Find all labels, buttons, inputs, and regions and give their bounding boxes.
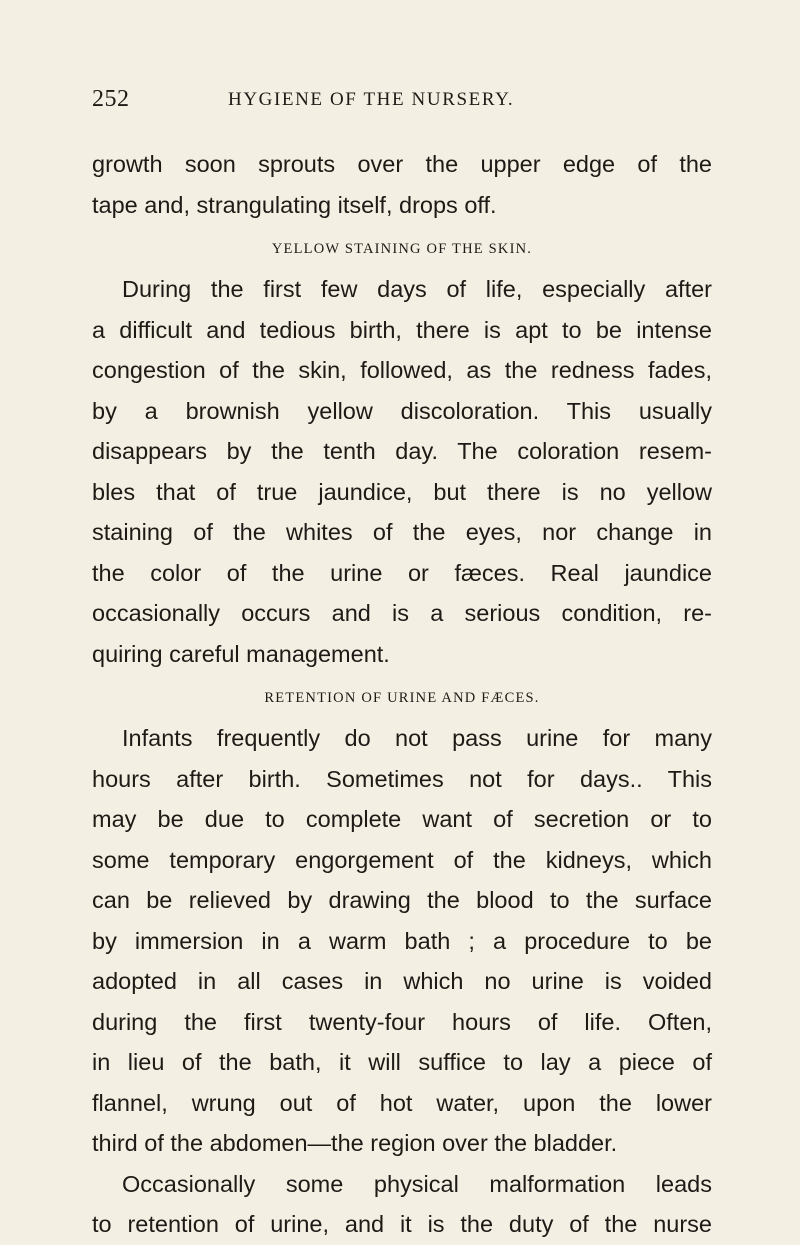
text-line: the color of the urine or fæces. Real jaundice — [92, 559, 712, 586]
text-line: during the first twenty-four hours of life. Often, — [92, 1008, 712, 1035]
text-line: During the first few days of life, especially after — [122, 276, 712, 302]
body-text — [92, 144, 712, 1245]
text-line: growth soon sprouts over the upper edge of the — [92, 151, 712, 177]
text-line: third of the abdomen—the region over the bladder. — [92, 1130, 618, 1156]
text-line: in lieu of the bath, it will suffice to lay a piece of — [92, 1049, 712, 1075]
text-line: Occasionally some physical malformation leads — [122, 1170, 712, 1197]
text-line: by a brownish yellow discoloration. This usually — [92, 397, 712, 424]
text-line: Infants frequently do not pass urine for many — [122, 725, 712, 751]
text-line: congestion of the skin, followed, as the redness fades, — [92, 357, 712, 383]
text-line: quiring careful management. — [92, 640, 390, 667]
running-title: HYGIENE OF THE NURSERY. — [228, 89, 515, 110]
text-line: disappears by the tenth day. The coloration resem- — [92, 438, 712, 464]
text-line: hours after birth. Sometimes not for days.. This — [92, 765, 712, 792]
paragraph — [92, 144, 712, 225]
text-line: occasionally occurs and is a serious condition, re- — [92, 600, 712, 626]
text-line: to retention of urine, and it is the duty of the nurse — [92, 1211, 712, 1237]
section-heading: YELLOW STAINING OF THE SKIN. — [271, 241, 533, 257]
paragraph — [92, 718, 712, 1164]
text-line: adopted in all cases in which no urine is voided — [92, 968, 712, 994]
paragraph — [92, 269, 712, 674]
text-line: can be relieved by drawing the blood to the surface — [92, 887, 712, 913]
text-line: staining of the whites of the eyes, nor change in — [92, 519, 712, 545]
running-head — [92, 86, 712, 122]
text-line: flannel, wrung out of hot water, upon the lower — [92, 1089, 712, 1116]
text-line: tape and, strangulating itself, drops off. — [92, 191, 497, 218]
text-line: a difficult and tedious birth, there is apt to be intense — [92, 316, 712, 343]
text-line: may be due to complete want of secretion or to — [92, 806, 712, 832]
text-line: by immersion in a warm bath ; a procedure to be — [92, 927, 712, 954]
paragraph — [92, 1164, 712, 1245]
section-heading: RETENTION OF URINE AND FÆCES. — [264, 690, 540, 706]
text-line: bles that of true jaundice, but there is no yellow — [92, 478, 712, 505]
page-number: 252 — [92, 86, 130, 112]
book-page — [92, 86, 712, 1245]
text-line: some temporary engorgement of the kidneys, which — [92, 846, 712, 873]
